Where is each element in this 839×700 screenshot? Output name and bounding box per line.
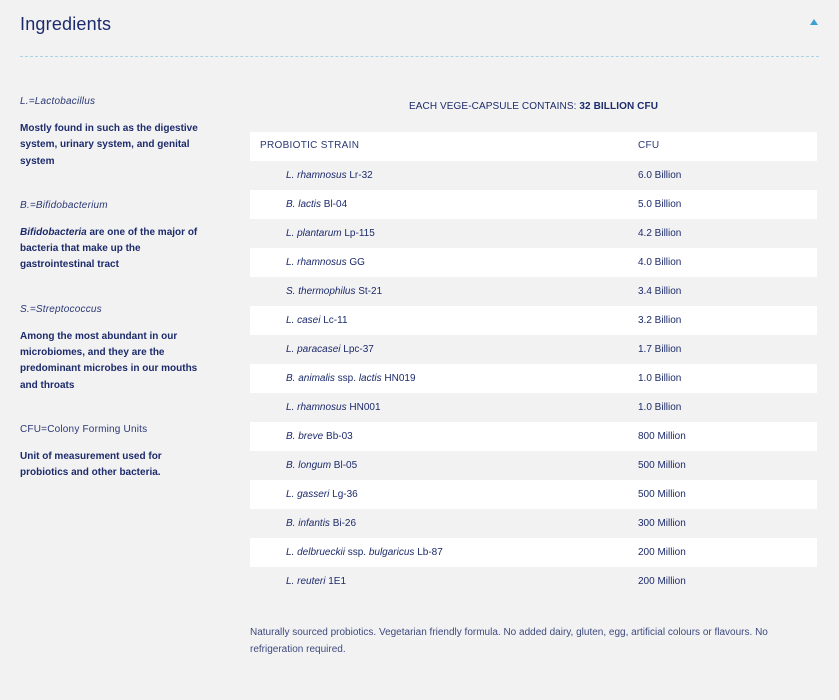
legend-item	[20, 424, 200, 482]
legend-term: B.=Bifidobacterium	[20, 199, 108, 211]
table-row	[250, 248, 817, 277]
legend-item	[20, 200, 200, 274]
strain-name: B. lactis Bl-04	[286, 199, 348, 210]
strain-name: B. breve Bb-03	[286, 431, 353, 442]
cfu-value: 200 Million	[638, 576, 686, 587]
legend-description: Among the most abundant in our microbiomes, and they are the predominant microbes in our mouths and throats	[20, 330, 198, 391]
table-header-row	[250, 132, 817, 161]
cfu-value: 500 Million	[638, 460, 686, 471]
legend-item	[20, 96, 200, 170]
product-footnote: Naturally sourced probiotics. Vegetarian friendly formula. No added dairy, gluten, egg, artificial colours or flavours. No refrigeration required.	[250, 627, 768, 655]
legend-description: Unit of measurement used for probiotics and other bacteria.	[20, 450, 162, 479]
strain-name: L. rhamnosus HN001	[286, 402, 381, 413]
total-cfu-value: 32 BILLION CFU	[579, 101, 659, 112]
legend-description: Mostly found in such as the digestive system, urinary system, and genital system	[20, 123, 198, 167]
table-row	[250, 277, 817, 306]
cfu-value: 800 Million	[638, 431, 686, 442]
collapse-chevron-up-icon[interactable]	[810, 19, 818, 25]
strain-name: S. thermophilus St-21	[286, 286, 383, 297]
column-header-strain: PROBIOTIC STRAIN	[260, 140, 360, 151]
table-row	[250, 509, 817, 538]
table-row	[250, 306, 817, 335]
cfu-value: 1.7 Billion	[638, 344, 682, 355]
table-row	[250, 364, 817, 393]
cfu-value: 4.2 Billion	[638, 228, 682, 239]
strain-name: L. rhamnosus GG	[286, 257, 365, 268]
cfu-value: 1.0 Billion	[638, 373, 682, 384]
cfu-value: 200 Million	[638, 547, 686, 558]
strain-name: L. reuteri 1E1	[286, 576, 347, 587]
cfu-value: 5.0 Billion	[638, 199, 682, 210]
cfu-value: 6.0 Billion	[638, 170, 682, 181]
cfu-value: 3.4 Billion	[638, 286, 682, 297]
column-header-cfu: CFU	[638, 140, 660, 151]
table-row	[250, 422, 817, 451]
strain-name: B. animalis ssp. lactis HN019	[286, 373, 416, 384]
legend-item	[20, 304, 200, 394]
table-row	[250, 219, 817, 248]
legend-term: S.=Streptococcus	[20, 303, 102, 315]
strain-name: B. longum Bl-05	[286, 460, 358, 471]
table-row	[250, 451, 817, 480]
abbreviation-legend	[20, 96, 200, 512]
dashed-divider	[20, 56, 819, 57]
table-row	[250, 161, 817, 190]
cfu-value: 4.0 Billion	[638, 257, 682, 268]
table-row	[250, 538, 817, 567]
strain-name: L. paracasei Lpc-37	[286, 344, 374, 355]
section-title: Ingredients	[20, 14, 112, 34]
table-row	[250, 335, 817, 364]
strain-name: B. infantis Bi-26	[286, 518, 357, 529]
strain-name: L. rhamnosus Lr-32	[286, 170, 373, 181]
legend-term: L.=Lactobacillus	[20, 96, 96, 107]
cfu-value: 3.2 Billion	[638, 315, 682, 326]
strain-name: L. plantarum Lp-115	[286, 228, 375, 239]
legend-description: Bifidobacteria are one of the major of bacteria that make up the gastrointestinal tract	[20, 226, 198, 271]
table-row	[250, 190, 817, 219]
table-row	[250, 567, 817, 596]
cfu-value: 500 Million	[638, 489, 686, 500]
table-row	[250, 480, 817, 509]
table-row	[250, 393, 817, 422]
capsule-contents-heading: EACH VEGE-CAPSULE CONTAINS: 32 BILLION CFU	[408, 101, 659, 112]
legend-term: CFU=Colony Forming Units	[20, 423, 148, 435]
probiotic-strain-table	[250, 132, 817, 596]
cfu-value: 1.0 Billion	[638, 402, 682, 413]
strain-name: L. casei Lc-11	[286, 315, 348, 326]
strain-name: L. gasseri Lg-36	[286, 489, 358, 500]
cfu-value: 300 Million	[638, 518, 686, 529]
strain-name: L. delbrueckii ssp. bulgaricus Lb-87	[286, 547, 443, 558]
